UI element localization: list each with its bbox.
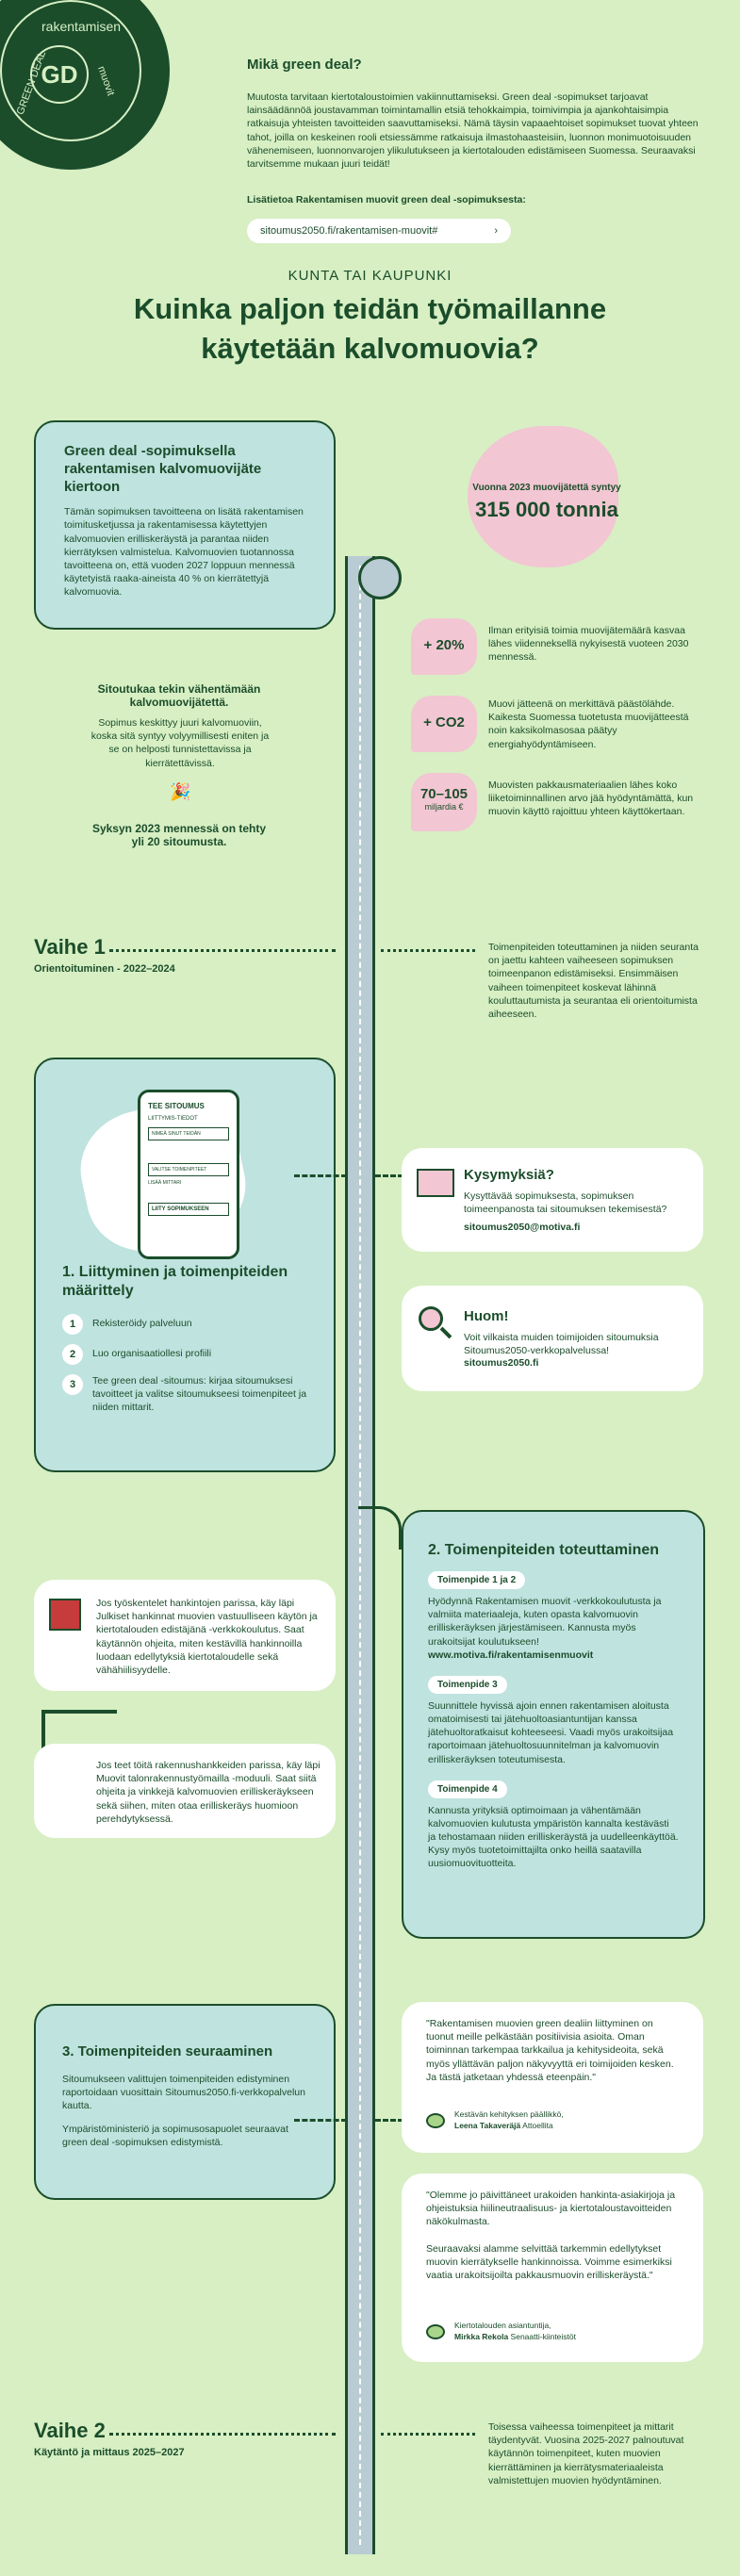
note-site[interactable]: sitoumus2050.fi (464, 1357, 539, 1369)
implement-text-2: Suunnittele hyvissä ajoin ennen rakentamisen aloitusta omatoimisesti tai jätehuoltoasiantuntijan kanssa jätehuoltoratkaisut kohteeseesi. Vaadi myös urakoitsijaa raportoimaan jätehuoltosuunnitelman ja kalvomuovin erilliskeräyksen toteutumisesta. (428, 1699, 674, 1765)
quote-1-text: "Rakentamisen muovien green dealiin liittyminen on tuonut meille pelkästään positiivisia asioita. Oman toiminnan tarkempaa tarkkailua ja kehitysideoita, sekä myös yllättävän paljon näkyvyyttä eri toimijoiden kesken. Ja tästä jatketaan yhdessä eteenpäin." (426, 2018, 674, 2083)
join-step-2-text: Luo organisaatiollesi profiili (92, 1348, 212, 1359)
stat-3-number: 70–105 (419, 786, 469, 802)
hero-title-line2: käytetään kalvomuovia? (201, 332, 539, 365)
phone-field-1: NIMEÄ SINUT TEIDÄN (148, 1127, 229, 1140)
stat-3-value (411, 773, 477, 831)
build-text: Jos teet töitä rakennushankkeiden parissa, käy läpi Muovit talonrakennustyömailla -moduuli. Saat siitä ohjeita ja vinkkejä kalvomuovien erilliskeräykseen sekä siihen, miten otaa erilliskeräys huomioon perehdytyksessä. (96, 1760, 321, 1825)
join-step (62, 1314, 317, 1335)
waste-value: 315 000 tonnia (475, 498, 618, 521)
questions-body: Kysyttävää sopimuksesta, sopimuksen toimeenpanosta tai sitoumuksen tekemisestä? (464, 1190, 667, 1216)
crane-arm (41, 1710, 117, 1714)
join-card (34, 1058, 336, 1472)
phase1-title: Vaihe 1 (34, 935, 106, 959)
note-title: Huom! (464, 1308, 509, 1324)
phone-field-2: VALITSE TOIMENPITEET (148, 1163, 229, 1176)
phone-button: LIITY SOPIMUKSEEN (148, 1203, 229, 1216)
support-title: Sitoutukaa tekin vähentämään kalvomuovijätettä. (97, 682, 261, 709)
hero-title-line1: Kuinka paljon teidän työmaillanne (133, 292, 607, 325)
phone-sub: LIITTYMIS-TIEDOT (148, 1116, 198, 1122)
join-title: 1. Liittyminen ja toimenpiteiden määrittely (62, 1264, 288, 1299)
phase2-text: Toisessa vaiheessa toimenpiteet ja mittarit täydentyvät. Vuosina 2025-2027 palnoutuvat käytännön toimenpiteet, kuten muovien kierrättäminen ja kierrätysmateriaaleista valmistettujen muovien hyödyntäminen. (488, 2421, 684, 2486)
intro-more-label: Lisätietoa Rakentamisen muovit green deal -sopimuksesta: (247, 194, 526, 205)
connector-dash (294, 1174, 347, 1177)
goal-card-body: Tämän sopimuksen tavoitteena on lisätä rakentamisen toimitusketjussa ja rakentamisessa käytettyjen kalvomuovien erilliskeräystä ja parantaa niiden kierrätyksen valmistelua. Kalvomuovien tuotannossa tavoitteena on, että vuoden 2027 loppuun mennessä käytetyistä raaka-aineista 40 % on kierrätettyjä kalvomuovia. (64, 506, 304, 599)
phone-header: TEE SITOUMUS (148, 1102, 205, 1110)
hero-kicker: KUNTA TAI KAUPUNKI (288, 268, 452, 284)
stat-1-number: + 20% (423, 637, 465, 653)
implement-text-1: Hyödynnä Rakentamisen muovit -verkkokoulutusta ja valmiita materiaaleja, kuten opasta kalvomuovin erilliskeräyksen järjestämiseen. Kannusta myös urakoitsijat koulutukseen! (428, 1596, 662, 1648)
quote-1-org: Attoellita (522, 2121, 553, 2130)
phone-mockup (138, 1090, 239, 1259)
logo-word-right: muovit (95, 64, 117, 98)
step-number-1: 1 (62, 1314, 83, 1335)
stat-1-value (411, 618, 477, 675)
quote-1-credit (454, 2121, 553, 2130)
questions-email[interactable]: sitoumus2050@motiva.fi (464, 1222, 581, 1233)
speech-bubble-icon (426, 2324, 445, 2339)
questions-card (402, 1148, 703, 1252)
stat-2-text: Muovi jätteenä on merkittävä päästölähde. Kaikesta Suomessa tuotetusta muovijätteestä noin kaksikolmasosaa päätyy energiahyödyntämiseen. (488, 698, 689, 750)
follow-card (34, 2004, 336, 2200)
road-curve (358, 1506, 402, 1550)
phase2-subtitle: Käytäntö ja mittaus 2025–2027 (34, 2447, 185, 2458)
quote-1-name: Leena Takaveräjä (454, 2121, 521, 2130)
implement-link-1[interactable]: www.motiva.fi/rakentamisenmuovit (428, 1649, 594, 1661)
envelope-icon (417, 1169, 454, 1197)
join-steps (62, 1314, 317, 1415)
procurement-icon (49, 1599, 81, 1631)
logo-circle (0, 0, 170, 170)
connector-dash (375, 1174, 403, 1177)
road-start-circle (358, 556, 402, 599)
quote-card-1 (402, 2002, 703, 2153)
step-number-2: 2 (62, 1344, 83, 1365)
waste-blob (468, 426, 618, 567)
phase2-title: Vaihe 2 (34, 2419, 106, 2442)
arrow-right-icon: › (494, 225, 498, 237)
logo-word-top: rakentamisen (41, 19, 122, 34)
implement-text-3: Kannusta yrityksiä optimoimaan ja vähentämään kalvomuovien kulutusta ympäristön kannalta kestävästi ja tehostamaan niiden erilliskeräystä ja uudelleenkäyttöä. Kysy myös tuotetoimittajilta onko heillä saatavilla uusiomuovituotteita. (428, 1804, 679, 1870)
implement-tag-3: Toimenpide 4 (428, 1780, 507, 1798)
phase1-dots-left (109, 949, 336, 952)
logo-word-left: GREEN DEAL (14, 49, 49, 117)
support-target: Syksyn 2023 mennessä on tehty yli 20 sitoumusta. (91, 822, 267, 848)
join-step (62, 1374, 317, 1415)
magnifier-handle (440, 1327, 452, 1339)
stat-2-number: + CO2 (423, 714, 465, 730)
phase2-dots-right (381, 2433, 475, 2436)
follow-body-2: Ympäristöministeriö ja sopimusosapuolet seuraavat green deal -sopimuksen edistymistä. (62, 2123, 288, 2148)
follow-title: 3. Toimenpiteiden seuraaminen (62, 2043, 273, 2059)
stat-3-unit: miljardia € (424, 802, 464, 812)
stat-2-value (411, 696, 477, 752)
connector-dash (294, 2119, 347, 2122)
quote-2-credit (454, 2332, 576, 2341)
implement-item (428, 1780, 679, 1871)
intro-title: Mikä green deal? (247, 57, 362, 73)
support-body: Sopimus keskittyy juuri kalvomuoviin, koska sitä syntyy volyymillisesti eniten ja se on helposti tunnistettavissa ja kierrätettävissä. (90, 717, 270, 769)
quote-2-name: Mirkka Rekola (454, 2332, 509, 2341)
join-step-1-text: Rekisteröidy palveluun (92, 1318, 192, 1329)
quote-1-role: Kestävän kehityksen päällikkö, (454, 2109, 564, 2119)
stat-1-text: Ilman erityisiä toimia muovijätemäärä kasvaa lähes viidenneksellä nykyisestä vuoteen 2030 mennessä. (488, 625, 689, 664)
join-step-3-text: Tee green deal -sitoumus: kirjaa sitoumuksesi tavoitteet ja valitse sitoumukseesi toimenpiteet ja niiden mittarit. (92, 1375, 307, 1414)
phase1-subtitle: Orientoituminen - 2022–2024 (34, 963, 175, 975)
note-card (402, 1286, 703, 1391)
implement-tag-1: Toimenpide 1 ja 2 (428, 1571, 525, 1589)
phase2-dots-left (109, 2433, 336, 2436)
follow-body-1: Sitoumukseen valittujen toimenpiteiden edistyminen raportoidaan vuosittain Sitoumus2050.fi-verkkopalvelun kautta. (62, 2074, 305, 2112)
intro-body: Muutosta tarvitaan kiertotaloustoimien vakiinnuttamiseksi. Green deal -sopimukset tarjoavat lainsäädännöä joustavamman toimintamallin etsiä tehokkaimpia, toimivimpia ja ajankohtaisimpia ratkaisuja yhteisten tavoitteiden saavuttamiseksi. Nämä täysin vapaaehtoiset sopimukset tuovat yhteen tahot, joilla on keskeinen rooli etsiessämme ratkaisuja ilmastohaasteisiin, luonnon monimuotoisuuden vähenemiseen, luonnonvarojen ylikulutukseen ja kiertotalouden edistämiseen Suomessa. Seuraavaksi tarvitsemme mukaan juuri teidät! (247, 91, 699, 170)
confetti-icon: 🎉 (170, 782, 191, 801)
implement-title: 2. Toimenpiteiden toteuttaminen (428, 1542, 660, 1558)
procure-card (34, 1580, 336, 1691)
note-body: Voit vilkaista muiden toimijoiden sitoumuksia Sitoumus2050-verkkopalvelussa! (464, 1332, 659, 1357)
magnifier-icon (419, 1306, 443, 1331)
goal-card-title: Green deal -sopimuksella rakentamisen kalvomuovijäte kiertoon (64, 443, 262, 495)
waste-label: Vuonna 2023 muovijätettä syntyy (472, 483, 621, 493)
join-step (62, 1344, 317, 1365)
road-center-line (359, 566, 361, 2545)
intro-link[interactable] (247, 219, 511, 243)
implement-tag-2: Toimenpide 3 (428, 1676, 507, 1694)
step-number-3: 3 (62, 1374, 83, 1395)
quote-2-org: Senaatti-kiinteistöt (510, 2332, 576, 2341)
procure-text: Jos työskentelet hankintojen parissa, käy läpi Julkiset hankinnat muovien vastuulliseen käytön ja kiertotalouden edistäjänä -verkkokoulutus. Saat käytännön ohjeita, miten kestävillä hankinnoilla luodaan edellytyksiä kiertotaloudelle sekä vähähiilisyydelle. (96, 1598, 318, 1676)
speech-bubble-icon (426, 2113, 445, 2128)
questions-title: Kysymyksiä? (464, 1167, 554, 1183)
implement-item (428, 1675, 679, 1766)
connector-dash (375, 2119, 403, 2122)
intro-link-text[interactable]: sitoumus2050.fi/rakentamisen-muovit# (260, 225, 438, 237)
phone-field-3: LISÄÄ MITTARI (148, 1180, 182, 1186)
logo-mark: GD (30, 45, 89, 104)
implement-item (428, 1570, 679, 1662)
goal-card (34, 420, 336, 630)
quote-2-role: Kiertotalouden asiantuntija, (454, 2321, 551, 2330)
build-card (34, 1744, 336, 1838)
quote-2-text: "Olemme jo päivittäneet urakoiden hankinta-asiakirjoja ja ohjeistuksia hiilineutraalisuus- ja kiertotaloustavoitteiden näkökulmasta. Seuraavaksi alamme selvittää tarkemmin edellytykset muovin kierrätykselle hankinnoissa. Voimme esimerkiksi vaatia urakoitsijoilta pakkausmuovin erilliskeräystä." (426, 2190, 676, 2282)
quote-card-2 (402, 2174, 703, 2362)
phase1-dots-right (381, 949, 475, 952)
stat-3-text: Muovisten pakkausmateriaalien lähes koko liiketoiminnallinen arvo jää hyödyntämättä, kun muovin käyttö rajoittuu yhteen käyttökertaan. (488, 779, 694, 818)
implement-card (402, 1510, 705, 1939)
phase1-text: Toimenpiteiden toteuttaminen ja niiden seuranta on jaettu kahteen vaiheeseen sopimuksen toimeenpanon edistämiseksi. Ensimmäisen vaiheen toimenpiteet koskevat lähinnä kouluttautumista ja seurantaa eli orientoitumista aiheeseen. (488, 942, 699, 1020)
